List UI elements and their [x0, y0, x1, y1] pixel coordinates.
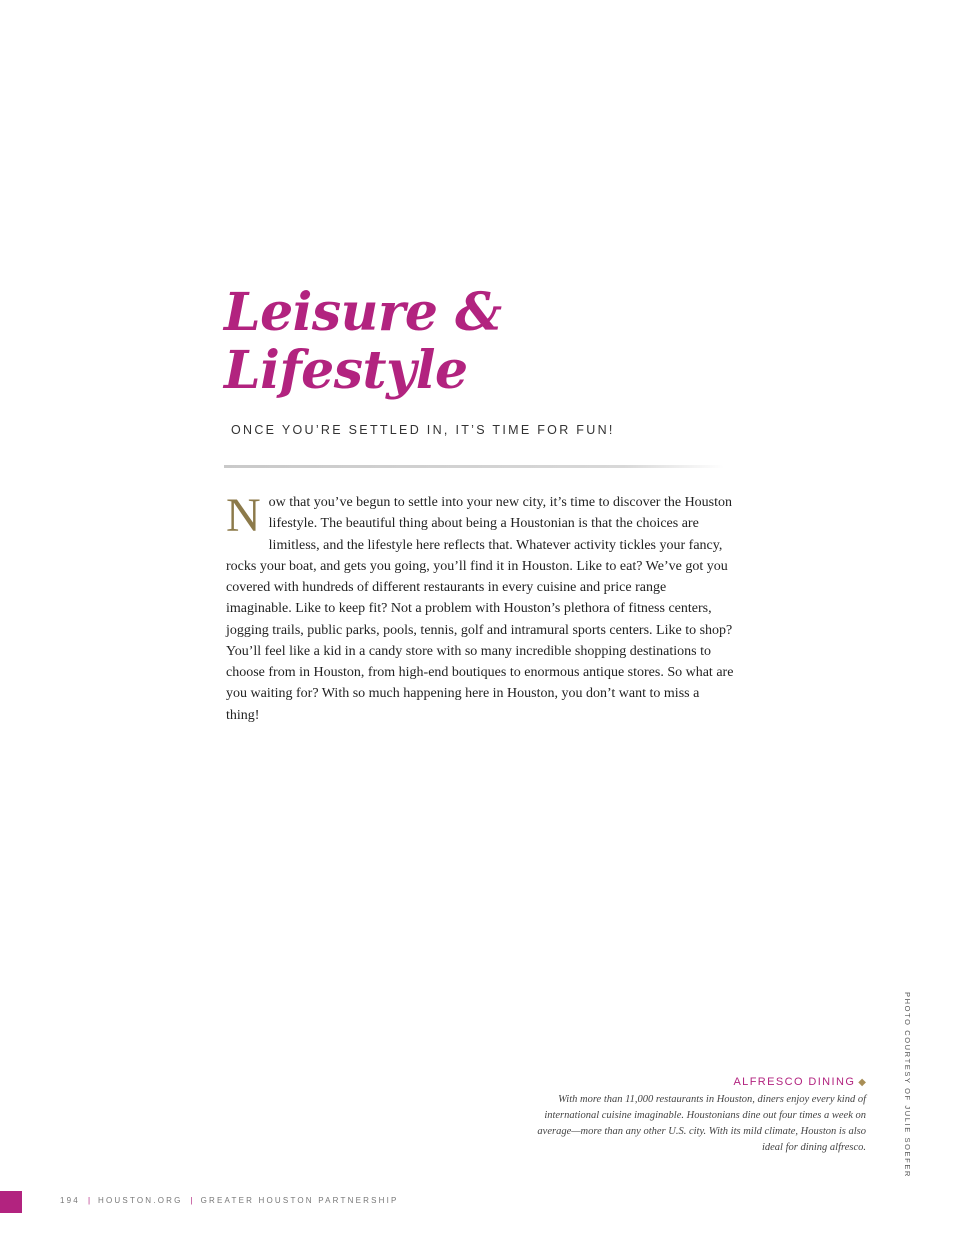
footer-site: HOUSTON.ORG [98, 1196, 183, 1205]
photo-credit: PHOTO COURTESY OF JULIE SOEFER [903, 992, 912, 1178]
divider [224, 465, 724, 468]
title-line-1: Leisure & [224, 282, 502, 343]
photo-caption [536, 1076, 866, 1156]
footer [60, 1196, 399, 1205]
diamond-icon: ◆ [858, 1077, 866, 1088]
caption-text: With more than 11,000 restaurants in Houston, diners enjoy every kind of international cuisine imaginable. Houstonians dine out four times a week on average—more than any other U.S. city. With its mild climate, Houston is also ideal for dining alfresco. [537, 1094, 866, 1153]
footer-separator: | [87, 1196, 91, 1205]
caption-heading-text: ALFRESCO DINING [733, 1076, 856, 1088]
subtitle: ONCE YOU’RE SETTLED IN, IT’S TIME FOR FUN! [231, 423, 615, 437]
footer-accent-block [0, 1191, 22, 1213]
body-paragraph [226, 489, 734, 726]
page-title [224, 284, 502, 400]
body-text: ow that you’ve begun to settle into your new city, it’s time to discover the Houston lifestyle. The beautiful thing about being a Houstonian is that the choices are limitless, and the lifestyle here reflects that. Whatever activity tickles your fancy, rocks your boat, and gets you going, you’ll find it in Houston. Like to eat? We’ve got you covered with hundreds of different restaurants in every cuisine and price range imaginable. Like to keep fit? Not a problem with Houston’s plethora of fitness centers, jogging trails, public parks, pools, tennis, golf and intramural sports centers. Like to shop? You’ll feel like a kid in a candy store with so many incredible shopping destinations to choose from in Houston, from high-end boutiques to enormous antique stores. So what are you waiting for? With so much happening here in Houston, you don’t want to miss a thing! [226, 495, 734, 723]
footer-publisher: GREATER HOUSTON PARTNERSHIP [200, 1196, 399, 1205]
drop-cap: N [226, 489, 261, 542]
page-number: 194 [60, 1196, 80, 1205]
footer-separator: | [190, 1196, 193, 1205]
caption-heading [536, 1076, 866, 1088]
title-line-2: Lifestyle [224, 340, 468, 401]
